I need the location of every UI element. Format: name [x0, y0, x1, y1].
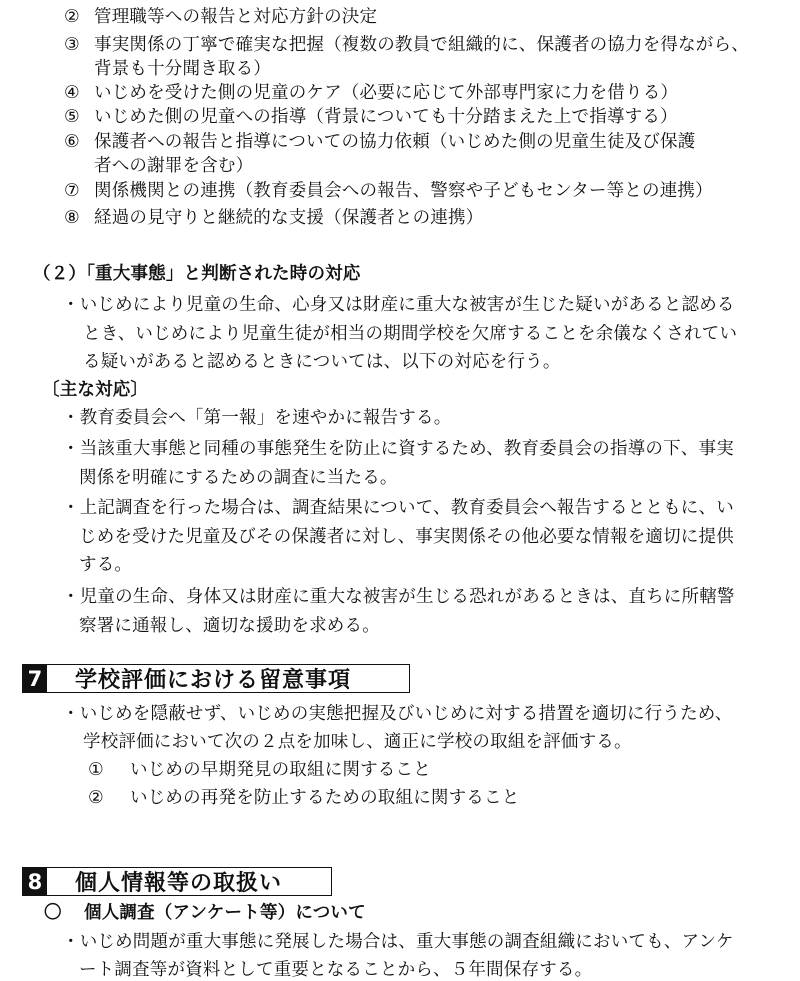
response-item: ・当該重大事態と同種の事態発生を防止に資するため、教育委員会の指導の下、事実 — [62, 439, 734, 459]
response-item-continuation: する。 — [79, 555, 133, 575]
list-item: ⑦ 関係機関との連携（教育委員会への報告、警察や子どもセンター等との連携） — [64, 181, 713, 201]
serious-incident-heading: （２）「重大事態」と判断された時の対応 — [33, 264, 361, 284]
serious-intro-line: とき、いじめにより児童生徒が相当の期間学校を欠席することを余儀なくされてい — [83, 324, 738, 344]
serious-intro-line: る疑いがあると認めるときについては、以下の対応を行う。 — [83, 352, 561, 372]
section-7-intro-line: 学校評価において次の２点を加味し、適正に学校の取組を評価する。 — [83, 732, 632, 752]
response-item: ・上記調査を行った場合は、調査結果について、教育委員会へ報告するとともに、い — [62, 498, 734, 518]
response-item-continuation: 察署に通報し、適切な援助を求める。 — [79, 616, 380, 636]
section-number: 7 — [23, 665, 47, 692]
response-item-continuation: 関係を明確にするための調査に当たる。 — [79, 468, 398, 488]
list-item-continuation: 者への謝罪を含む） — [94, 156, 254, 176]
section-8-header — [22, 867, 332, 896]
list-item: ⑧ 経過の見守りと継続的な支援（保護者との連携） — [64, 208, 484, 228]
evaluation-item: ② いじめの再発を防止するための取組に関すること — [88, 788, 520, 808]
serious-intro-line: ・いじめにより児童の生命、心身又は財産に重大な被害が生じた疑いがあると認める — [62, 295, 735, 315]
list-item: ⑤ いじめた側の児童への指導（背景についても十分踏まえた上で指導する） — [64, 107, 678, 127]
list-item: ② 管理職等への報告と対応方針の決定 — [64, 7, 378, 27]
circle-bullet: 〇 — [44, 903, 62, 923]
section-8-body-line: ・いじめ問題が重大事態に発展した場合は、重大事態の調査組織においても、アンケ — [62, 932, 734, 952]
list-item: ⑥ 保護者への報告と指導についての協力依頼（いじめた側の児童生徒及び保護 — [64, 132, 696, 152]
section-number: 8 — [23, 868, 47, 895]
section-8-body-line: ート調査等が資料として重要となることから、５年間保存する。 — [79, 960, 593, 980]
response-item: ・教育委員会へ「第一報」を速やかに報告する。 — [62, 408, 452, 428]
response-item: ・児童の生命、身体又は財産に重大な被害が生じる恐れがあるときは、直ちに所轄警 — [62, 587, 735, 607]
section-7-header — [22, 664, 410, 693]
evaluation-item: ① いじめの早期発見の取組に関すること — [88, 760, 431, 780]
section-title: 個人情報等の取扱い — [75, 871, 283, 896]
main-response-label: 〔主な対応〕 — [42, 380, 149, 400]
list-item: ③ 事実関係の丁寧で確実な把握（複数の教員で組織的に、保護者の協力を得ながら、 — [64, 35, 749, 55]
list-item-continuation: 背景も十分聞き取る） — [94, 59, 271, 79]
section-7-intro-line: ・いじめを隠蔽せず、いじめの実態把握及びいじめに対する措置を適切に行うため、 — [62, 704, 733, 724]
response-item-continuation: じめを受けた児童及びその保護者に対し、事実関係その他必要な情報を適切に提供 — [79, 527, 734, 547]
section-title: 学校評価における留意事項 — [75, 668, 352, 693]
list-item: ④ いじめを受けた側の児童のケア（必要に応じて外部専門家に力を借りる） — [64, 83, 679, 103]
personal-survey-subheading: 〇 個人調査（アンケート等）について — [44, 903, 366, 923]
